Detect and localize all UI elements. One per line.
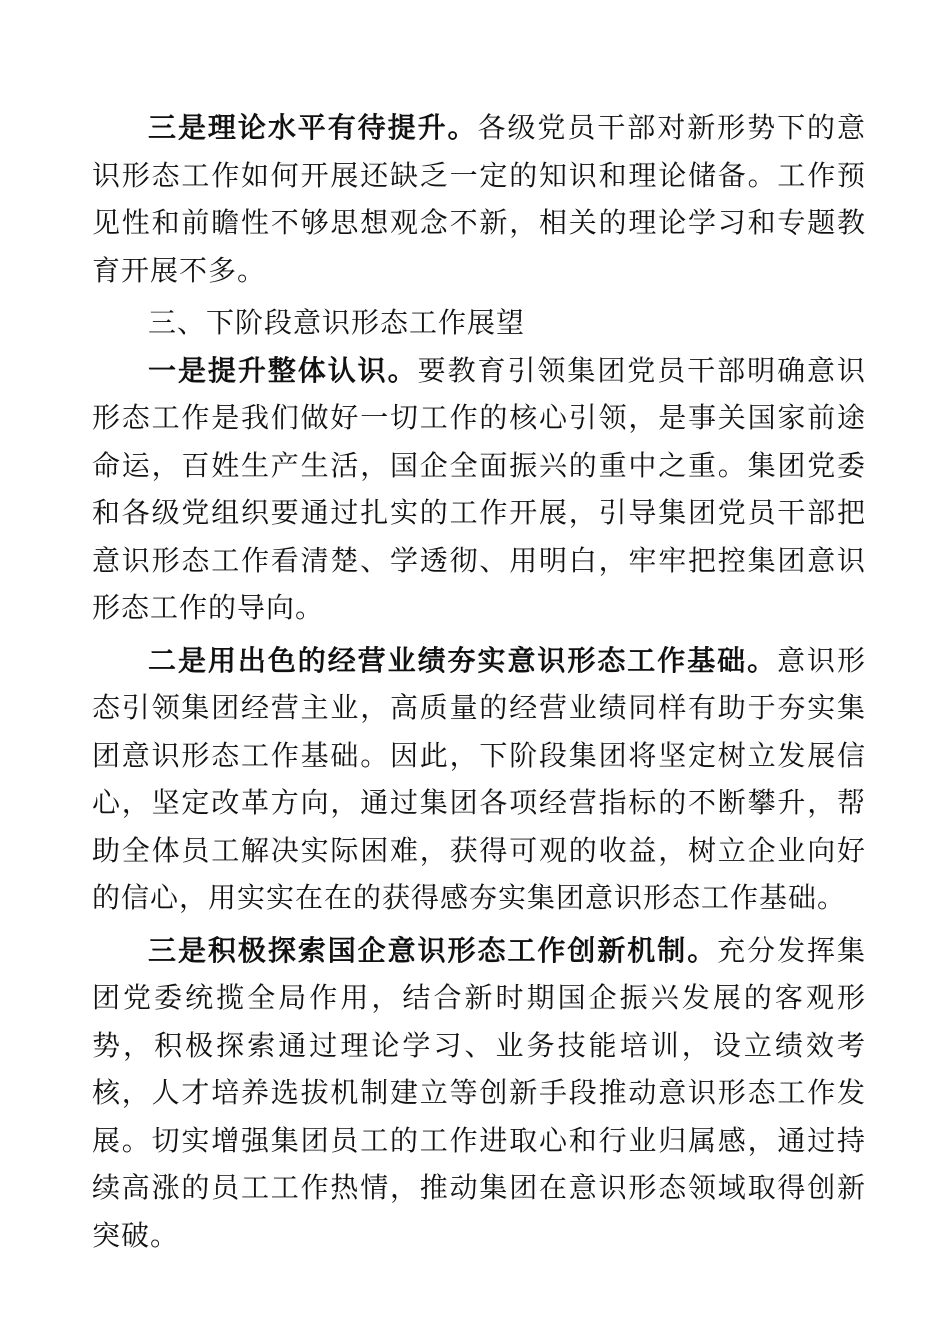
paragraph-lead: 二是用出色的经营业绩夯实意识形态工作基础。 xyxy=(148,643,778,677)
document-page xyxy=(92,104,866,1259)
paragraph-overall-awareness xyxy=(92,347,866,632)
paragraph-business-performance xyxy=(92,637,866,922)
paragraph-theory-level xyxy=(92,104,866,294)
paragraph-lead: 一是提升整体认识。 xyxy=(148,353,418,387)
paragraph-innovation-mechanism xyxy=(92,927,866,1260)
section-heading-outlook: 三、下阶段意识形态工作展望 xyxy=(148,306,526,339)
paragraph-body: 要教育引领集团党员干部明确意识形态工作是我们做好一切工作的核心引领，是事关国家前途命运，百姓生产生活，国企全面振兴的重中之重。集团党委和各级党组织要通过扎实的工作开展，引导集团党员干部把意识形态工作看清楚、学透彻、用明白，牢牢把控集团意识形态工作的导向。 xyxy=(92,353,866,624)
paragraph-body: 各级党员干部对新形势下的意识形态工作如何开展还缺乏一定的知识和理论储备。工作预见性和前瞻性不够思想观念不新，相关的理论学习和专题教育开展不多。 xyxy=(92,111,866,287)
paragraph-lead: 三是理论水平有待提升。 xyxy=(148,111,478,144)
paragraph-lead: 三是积极探索国企意识形态工作创新机制。 xyxy=(148,933,718,967)
paragraph-body: 充分发挥集团党委统揽全局作用，结合新时期国企振兴发展的客观形势，积极探索通过理论学习、业务技能培训，设立绩效考核，人才培养选拔机制建立等创新手段推动意识形态工作发展。切实增强集团员工的工作进取心和行业归属感，通过持续高涨的员工工作热情，推动集团在意识形态领域取得创新突破。 xyxy=(92,933,866,1252)
paragraph-body: 意识形态引领集团经营主业，高质量的经营业绩同样有助于夯实集团意识形态工作基础。因此，下阶段集团将坚定树立发展信心，坚定改革方向，通过集团各项经营指标的不断攀升，帮助全体员工解决实际困难，获得可观的收益，树立企业向好的信心，用实实在在的获得感夯实集团意识形态工作基础。 xyxy=(92,643,866,914)
